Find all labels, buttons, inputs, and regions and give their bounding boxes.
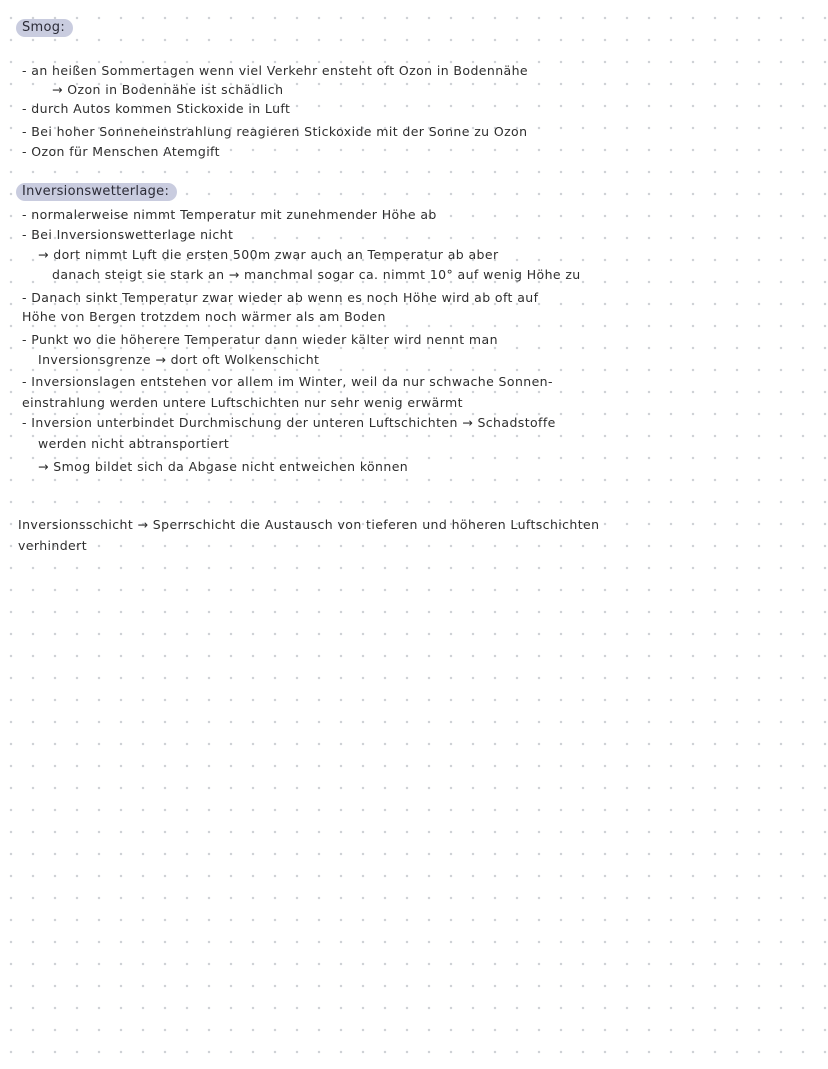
note-line: - an heißen Sommertagen wenn viel Verkehr ensteht oft Ozon in Bodennähe bbox=[22, 63, 528, 78]
note-line: - durch Autos kommen Stickoxide in Luft bbox=[22, 101, 291, 116]
note-line: werden nicht abtransportiert bbox=[38, 436, 230, 451]
note-line: - Bei hoher Sonneneinstrahlung reagieren Stickoxide mit der Sonne zu Ozon bbox=[22, 124, 528, 139]
heading-smog: Smog: bbox=[16, 19, 73, 37]
note-line: Inversionsgrenze → dort oft Wolkenschicht bbox=[38, 352, 320, 367]
note-line: → dort nimmt Luft die ersten 500m zwar auch an Temperatur ab aber bbox=[38, 247, 499, 262]
note-line: verhindert bbox=[18, 538, 87, 553]
note-line: Höhe von Bergen trotzdem noch wärmer als am Boden bbox=[22, 309, 386, 324]
heading-inversionswetterlage: Inversionswetterlage: bbox=[16, 183, 177, 201]
note-line: - Punkt wo die höherere Temperatur dann wieder kälter wird nennt man bbox=[22, 332, 498, 347]
note-line: einstrahlung werden untere Luftschichten nur sehr wenig erwärmt bbox=[22, 395, 463, 410]
note-line: - Danach sinkt Temperatur zwar wieder ab wenn es noch Höhe wird ab oft auf bbox=[22, 290, 539, 305]
note-line: - Inversion unterbindet Durchmischung der unteren Luftschichten → Schadstoffe bbox=[22, 415, 556, 430]
note-line: - Ozon für Menschen Atemgift bbox=[22, 144, 220, 159]
note-line: - Bei Inversionswetterlage nicht bbox=[22, 227, 234, 242]
note-line: danach steigt sie stark an → manchmal sogar ca. nimmt 10° auf wenig Höhe zu bbox=[52, 267, 581, 282]
note-line: → Smog bildet sich da Abgase nicht entweichen können bbox=[38, 459, 409, 474]
note-line: - normalerweise nimmt Temperatur mit zunehmender Höhe ab bbox=[22, 207, 437, 222]
note-line: Inversionsschicht → Sperrschicht die Austausch von tieferen und höheren Luftschichten bbox=[18, 517, 600, 532]
note-line: - Inversionslagen entstehen vor allem im Winter, weil da nur schwache Sonnen- bbox=[22, 374, 553, 389]
note-line: → Ozon in Bodennähe ist schädlich bbox=[52, 82, 284, 97]
